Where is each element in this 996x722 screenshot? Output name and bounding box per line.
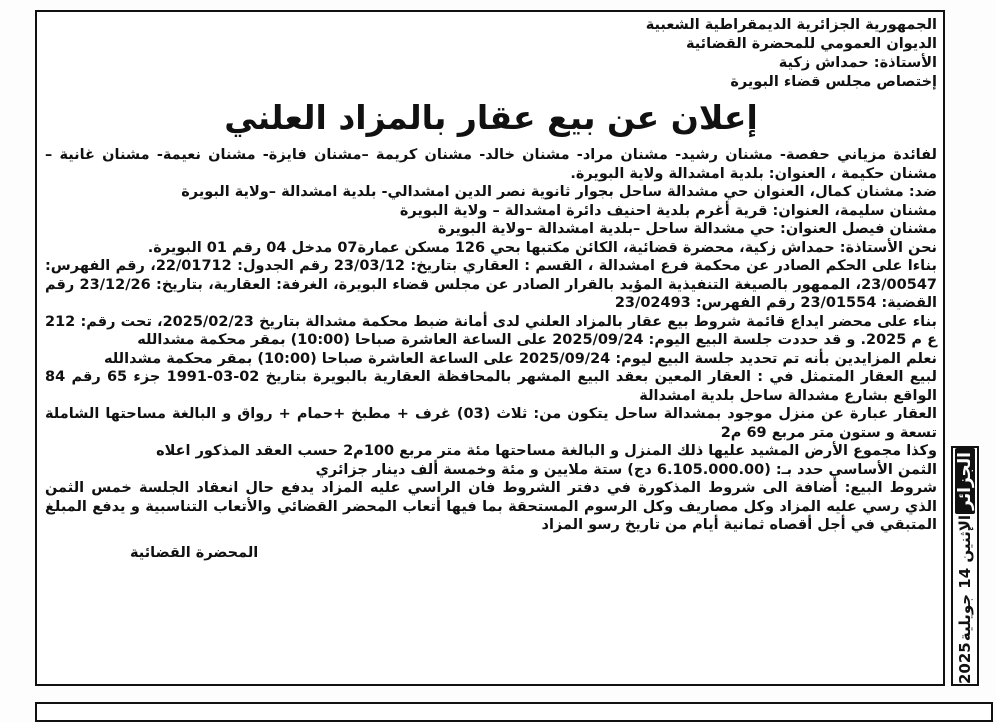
against-paragraph: ضد: مشنان كمال، العنوان حي مشدالة ساحل بجوار ثانوية نصر الدين امشدالي- بلدية امشدالة –ولاية البويرة <box>181 184 937 200</box>
header-line-bailiff: الأستاذة: حمداش زكية <box>778 55 937 71</box>
base-price-paragraph: الثمن الأساسي حدد بـ: (6.105.000.00 دج) ستة ملايين و مئة وخمسة ألف دينار جزائري <box>315 461 937 478</box>
issue-year: 2025 <box>956 642 974 684</box>
signature: المحضرة القضائية <box>130 544 259 561</box>
issue-date: الإثنين 14 جويلية <box>956 514 974 642</box>
notice-paragraph: نعلم المزايدين بأنه تم تحديد جلسة البيع ليوم: 2025/09/24 على الساعة العاشرة صباحا (10:00) بمقر محكمة مشدالله <box>103 350 937 367</box>
header-line-jurisdiction: إختصاص مجلس قضاء البويرة <box>730 74 937 90</box>
property-deed-paragraph: لبيع العقار المتمثل في : العقار المعين بعقد البيع المشهر بالمحافظة العقارية بالبويرة بتاريخ 02-03-1991 جزء 65 رقم 84 الواقع بشارع مشدالة ساحل بلدية امشدالة <box>45 369 937 404</box>
bailiff-paragraph: نحن الأستاذة: حمداش زكية، محضرة قضائية، الكائن مكتبها بحي 126 مسكن عمارة07 مدخل 04 رقم 01 البويرة. <box>147 239 937 256</box>
next-ad-frame <box>35 702 993 722</box>
newspaper-name: الجزائر <box>955 448 975 514</box>
party-faycal: مشنان فيصل العنوان: حي مشدالة ساحل –بلدية امشدالة –ولاية البويرة <box>437 221 937 237</box>
party-selima: مشنان سليمة، العنوان: قرية أغرم بلدية احنيف دائرة امشدالة – ولاية البويرة <box>399 202 937 219</box>
newspaper-side-strip <box>951 446 979 686</box>
sale-conditions-paragraph: شروط البيع: أضافة الى شروط المذكورة في دفتر الشروط فان الراسي عليه المزاد يدفع حال انعقاد الجلسة خمس الثمن الذي رسي عليه المزاد وكل مصاريف وكل الرسوم المستحقة بما فيها أتعاب المحضر القضائي والأتعاب التناسبية و يدفع المبلغ المتبقي في أجل أقصاه ثمانية أيام من تاريخ رسو المزاد <box>45 480 937 533</box>
judgment-paragraph: بناءا على الحكم الصادر عن محكمة فرع امشدالة ، القسم : العقاري بتاريخ: 23/03/12 رقم الجدول: 22/01712، رقم الفهرس: 23/00547، الممهور بالصيغة التنفيذية المؤيد بالقرار الصادر عن مجلس قضاء البويرة، الغرفة: العقارية، بتاريخ: 23/12/26 رقم القضية: 23/01554 رقم الفهرس: 23/02493 <box>45 258 937 311</box>
land-paragraph: وكذا مجموع الأرض المشيد عليها ذلك المنزل و البالغة مساحتها مئة متر مربع 100م2 حسب العقد المذكور اعلاه <box>156 443 937 459</box>
property-description-paragraph: العقار عبارة عن منزل موجود بمشدالة ساحل يتكون من: ثلاث (03) غرف + مطبخ +حمام + رواق و البالغة مساحتها الشاملة تسعة و ستون متر مربع 69 م2 <box>45 406 937 441</box>
beneficiaries-paragraph: لفائدة مزياني حفصة- مشنان رشيد- مشنان مراد- مشنان خالد- مشنان كريمة –مشنان فايزة- مشنان نعيمة- مشنان غانية – مشنان حكيمة ، العنوان: بلدية امشدالة ولاية البويرة. <box>45 147 937 182</box>
ad-content <box>45 16 937 561</box>
deposit-paragraph: بناء على محضر ايداع قائمة شروط بيع عقار بالمزاد العلني لدى أمانة ضبط محكمة مشدالة بتاريخ 2025/02/23، تحت رقم: 212 ع م 2025. و قد حددت جلسة البيع اليوم: 2025/09/24 على الساعة العاشرة صباحا (10:00) بمقر محكمة مشدالله <box>45 313 937 348</box>
header-line-office: الديوان العمومي للمحضرة القضائية <box>685 36 937 52</box>
header-line-republic: الجمهورية الجزائرية الديمقراطية الشعبية <box>645 17 937 33</box>
ad-body <box>45 146 937 535</box>
ad-title: إعلان عن بيع عقار بالمزاد العلني <box>224 98 758 137</box>
